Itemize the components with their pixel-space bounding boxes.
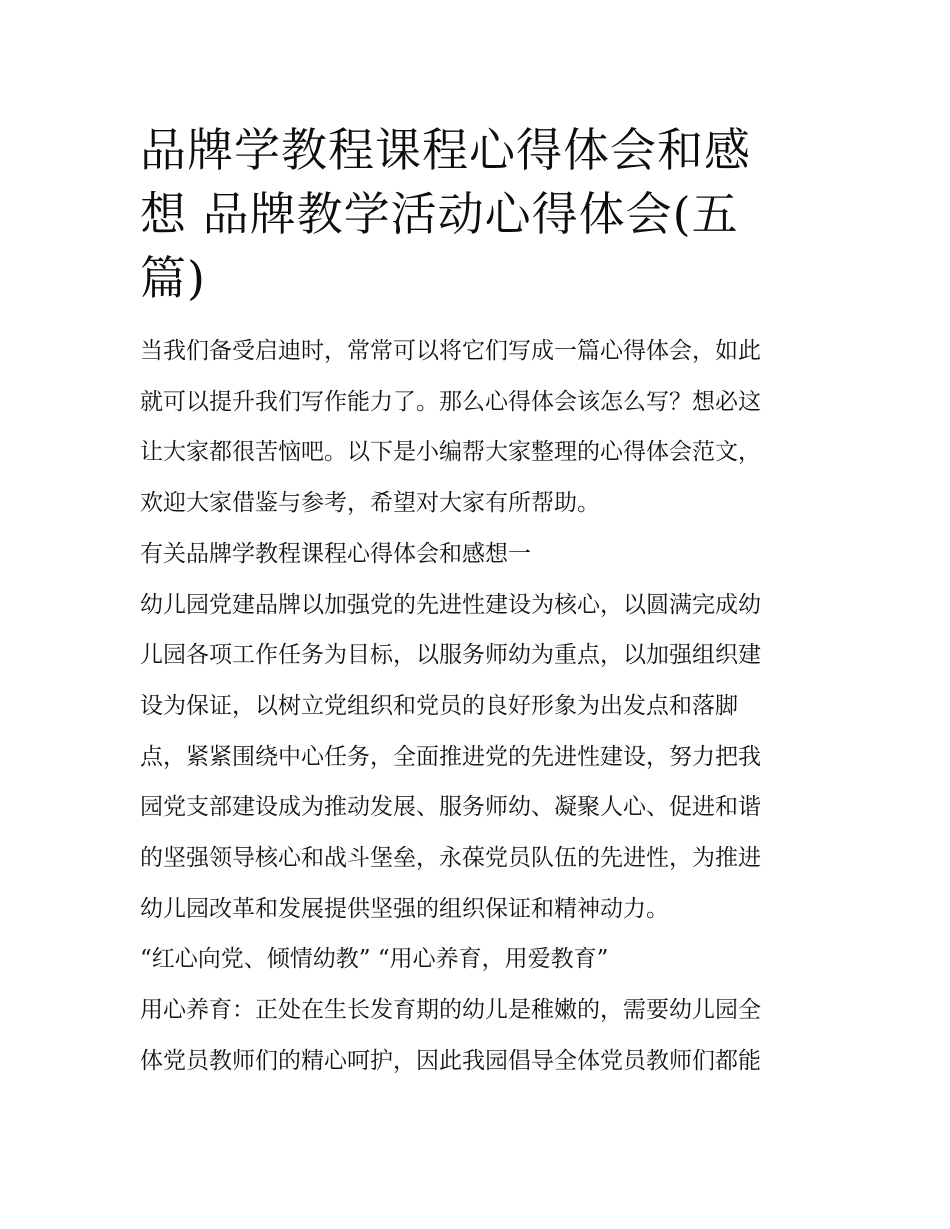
text-line: 幼儿园改革和发展提供坚强的组织保证和精神动力。: [140, 895, 669, 922]
body-paragraph: [140, 580, 815, 935]
body-paragraph: [140, 985, 815, 1086]
text-line: 用心养育：正处在生长发育期的幼儿是稚嫩的，需要幼儿园全: [140, 997, 761, 1024]
text-line: 幼儿园党建品牌以加强党的先进性建设为核心，以圆满完成幼: [140, 591, 761, 618]
document-body: [140, 326, 815, 1087]
text-line: “红心向党、倾情幼教” “用心养育，用爱教育”: [140, 946, 609, 973]
title-line: 篇): [140, 251, 206, 305]
intro-paragraph: [140, 326, 815, 529]
slogan-line: [140, 934, 815, 985]
text-line: 就可以提升我们写作能力了。那么心得体会该怎么写？想必这: [140, 388, 761, 415]
text-line: 点，紧紧围绕中心任务，全面推进党的先进性建设，努力把我: [140, 743, 761, 770]
text-line: 当我们备受启迪时，常常可以将它们写成一篇心得体会，如此: [140, 338, 761, 364]
section-heading: [140, 529, 815, 580]
title-line: 品牌学教程课程心得体会和感: [140, 123, 751, 177]
text-line: 的坚强领导核心和战斗堡垒，永葆党员队伍的先进性，为推进: [140, 845, 761, 872]
text-line: 设为保证，以树立党组织和党员的良好形象为出发点和落脚: [140, 692, 738, 719]
text-line: 园党支部建设成为推动发展、服务师幼、凝聚人心、促进和谐: [140, 794, 761, 821]
text-line: 欢迎大家借鉴与参考，希望对大家有所帮助。: [140, 490, 600, 517]
text-line: 体党员教师们的精心呵护，因此我园倡导全体党员教师们都能: [140, 1047, 761, 1074]
text-line: 有关品牌学教程课程心得体会和感想一: [140, 540, 531, 567]
document-title: [140, 118, 815, 310]
title-line: 想 品牌教学活动心得体会(五: [140, 187, 739, 241]
text-line: 儿园各项工作任务为目标，以服务师幼为重点，以加强组织建: [140, 642, 761, 669]
text-line: 让大家都很苦恼吧。以下是小编帮大家整理的心得体会范文，: [140, 439, 761, 466]
document-page: [140, 118, 815, 1087]
